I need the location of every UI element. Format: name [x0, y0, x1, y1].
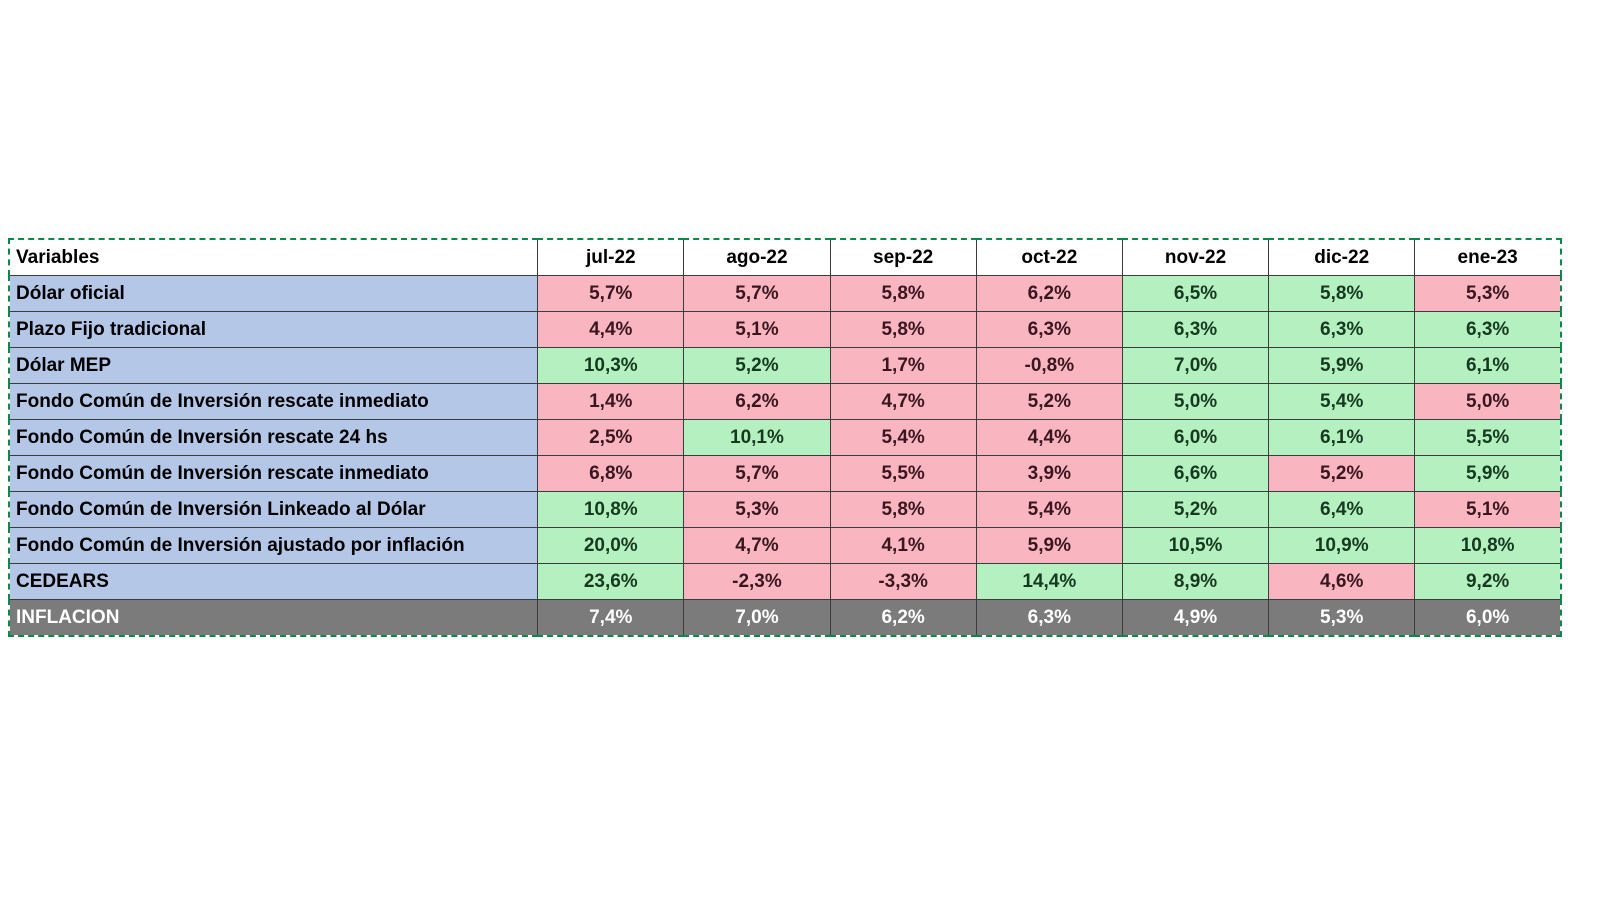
value-cell[interactable]: -0,8% [976, 348, 1122, 384]
row-label[interactable]: Fondo Común de Inversión rescate inmediato [9, 456, 538, 492]
value-cell[interactable]: 5,9% [1269, 348, 1415, 384]
value-cell[interactable]: 6,3% [1269, 312, 1415, 348]
inflation-row [9, 600, 1561, 637]
value-cell[interactable]: 5,4% [1269, 384, 1415, 420]
row-label[interactable]: Plazo Fijo tradicional [9, 312, 538, 348]
value-cell[interactable]: 4,7% [684, 528, 830, 564]
inflation-value-cell[interactable]: 7,4% [538, 600, 684, 637]
value-cell[interactable]: 5,7% [684, 276, 830, 312]
table-row [9, 528, 1561, 564]
value-cell[interactable]: 10,9% [1269, 528, 1415, 564]
value-cell[interactable]: 5,3% [684, 492, 830, 528]
value-cell[interactable]: 5,2% [684, 348, 830, 384]
value-cell[interactable]: 5,8% [830, 492, 976, 528]
value-cell[interactable]: 6,3% [1122, 312, 1268, 348]
value-cell[interactable]: 5,8% [830, 312, 976, 348]
value-cell[interactable]: 4,6% [1269, 564, 1415, 600]
column-header-month[interactable]: dic-22 [1269, 239, 1415, 276]
value-cell[interactable]: 5,0% [1122, 384, 1268, 420]
value-cell[interactable]: 6,0% [1122, 420, 1268, 456]
value-cell[interactable]: 3,9% [976, 456, 1122, 492]
value-cell[interactable]: 5,7% [684, 456, 830, 492]
value-cell[interactable]: 5,5% [830, 456, 976, 492]
row-label[interactable]: Fondo Común de Inversión ajustado por inflación [9, 528, 538, 564]
value-cell[interactable]: 6,2% [684, 384, 830, 420]
value-cell[interactable]: -2,3% [684, 564, 830, 600]
value-cell[interactable]: 5,9% [976, 528, 1122, 564]
value-cell[interactable]: -3,3% [830, 564, 976, 600]
column-header-month[interactable]: jul-22 [538, 239, 684, 276]
value-cell[interactable]: 5,8% [830, 276, 976, 312]
column-header-month[interactable]: oct-22 [976, 239, 1122, 276]
table-row [9, 420, 1561, 456]
table-row [9, 564, 1561, 600]
value-cell[interactable]: 20,0% [538, 528, 684, 564]
column-header-month[interactable]: sep-22 [830, 239, 976, 276]
value-cell[interactable]: 14,4% [976, 564, 1122, 600]
value-cell[interactable]: 1,4% [538, 384, 684, 420]
row-label[interactable]: Dólar oficial [9, 276, 538, 312]
row-label[interactable]: Fondo Común de Inversión rescate 24 hs [9, 420, 538, 456]
value-cell[interactable]: 10,8% [538, 492, 684, 528]
column-header-month[interactable]: ene-23 [1415, 239, 1561, 276]
value-cell[interactable]: 6,1% [1269, 420, 1415, 456]
column-header-variables[interactable]: Variables [9, 239, 538, 276]
value-cell[interactable]: 5,5% [1415, 420, 1561, 456]
value-cell[interactable]: 9,2% [1415, 564, 1561, 600]
value-cell[interactable]: 4,7% [830, 384, 976, 420]
value-cell[interactable]: 6,5% [1122, 276, 1268, 312]
value-cell[interactable]: 5,2% [976, 384, 1122, 420]
spreadsheet-range [8, 238, 1562, 637]
inflation-value-cell[interactable]: 6,3% [976, 600, 1122, 637]
inflation-value-cell[interactable]: 5,3% [1269, 600, 1415, 637]
value-cell[interactable]: 6,4% [1269, 492, 1415, 528]
value-cell[interactable]: 5,4% [976, 492, 1122, 528]
column-header-month[interactable]: nov-22 [1122, 239, 1268, 276]
table-row [9, 276, 1561, 312]
value-cell[interactable]: 5,7% [538, 276, 684, 312]
value-cell[interactable]: 4,1% [830, 528, 976, 564]
value-cell[interactable]: 5,2% [1269, 456, 1415, 492]
value-cell[interactable]: 10,3% [538, 348, 684, 384]
table-row [9, 312, 1561, 348]
value-cell[interactable]: 5,0% [1415, 384, 1561, 420]
value-cell[interactable]: 6,6% [1122, 456, 1268, 492]
inflation-value-cell[interactable]: 4,9% [1122, 600, 1268, 637]
value-cell[interactable]: 5,4% [830, 420, 976, 456]
value-cell[interactable]: 5,2% [1122, 492, 1268, 528]
value-cell[interactable]: 5,1% [684, 312, 830, 348]
table-row [9, 456, 1561, 492]
inflation-value-cell[interactable]: 7,0% [684, 600, 830, 637]
value-cell[interactable]: 5,3% [1415, 276, 1561, 312]
row-label[interactable]: Fondo Común de Inversión rescate inmediato [9, 384, 538, 420]
inflation-row-label[interactable]: INFLACION [9, 600, 538, 637]
value-cell[interactable]: 10,5% [1122, 528, 1268, 564]
value-cell[interactable]: 8,9% [1122, 564, 1268, 600]
inflation-value-cell[interactable]: 6,0% [1415, 600, 1561, 637]
value-cell[interactable]: 6,3% [1415, 312, 1561, 348]
value-cell[interactable]: 5,8% [1269, 276, 1415, 312]
column-header-month[interactable]: ago-22 [684, 239, 830, 276]
value-cell[interactable]: 6,8% [538, 456, 684, 492]
row-label[interactable]: Dólar MEP [9, 348, 538, 384]
value-cell[interactable]: 1,7% [830, 348, 976, 384]
table-row [9, 348, 1561, 384]
table-row [9, 492, 1561, 528]
value-cell[interactable]: 4,4% [976, 420, 1122, 456]
comparison-table [8, 238, 1562, 637]
inflation-value-cell[interactable]: 6,2% [830, 600, 976, 637]
value-cell[interactable]: 10,8% [1415, 528, 1561, 564]
table-header-row [9, 239, 1561, 276]
value-cell[interactable]: 7,0% [1122, 348, 1268, 384]
row-label[interactable]: CEDEARS [9, 564, 538, 600]
value-cell[interactable]: 23,6% [538, 564, 684, 600]
value-cell[interactable]: 6,3% [976, 312, 1122, 348]
value-cell[interactable]: 2,5% [538, 420, 684, 456]
value-cell[interactable]: 4,4% [538, 312, 684, 348]
value-cell[interactable]: 5,1% [1415, 492, 1561, 528]
table-row [9, 384, 1561, 420]
row-label[interactable]: Fondo Común de Inversión Linkeado al Dólar [9, 492, 538, 528]
value-cell[interactable]: 5,9% [1415, 456, 1561, 492]
value-cell[interactable]: 6,1% [1415, 348, 1561, 384]
value-cell[interactable]: 6,2% [976, 276, 1122, 312]
value-cell[interactable]: 10,1% [684, 420, 830, 456]
